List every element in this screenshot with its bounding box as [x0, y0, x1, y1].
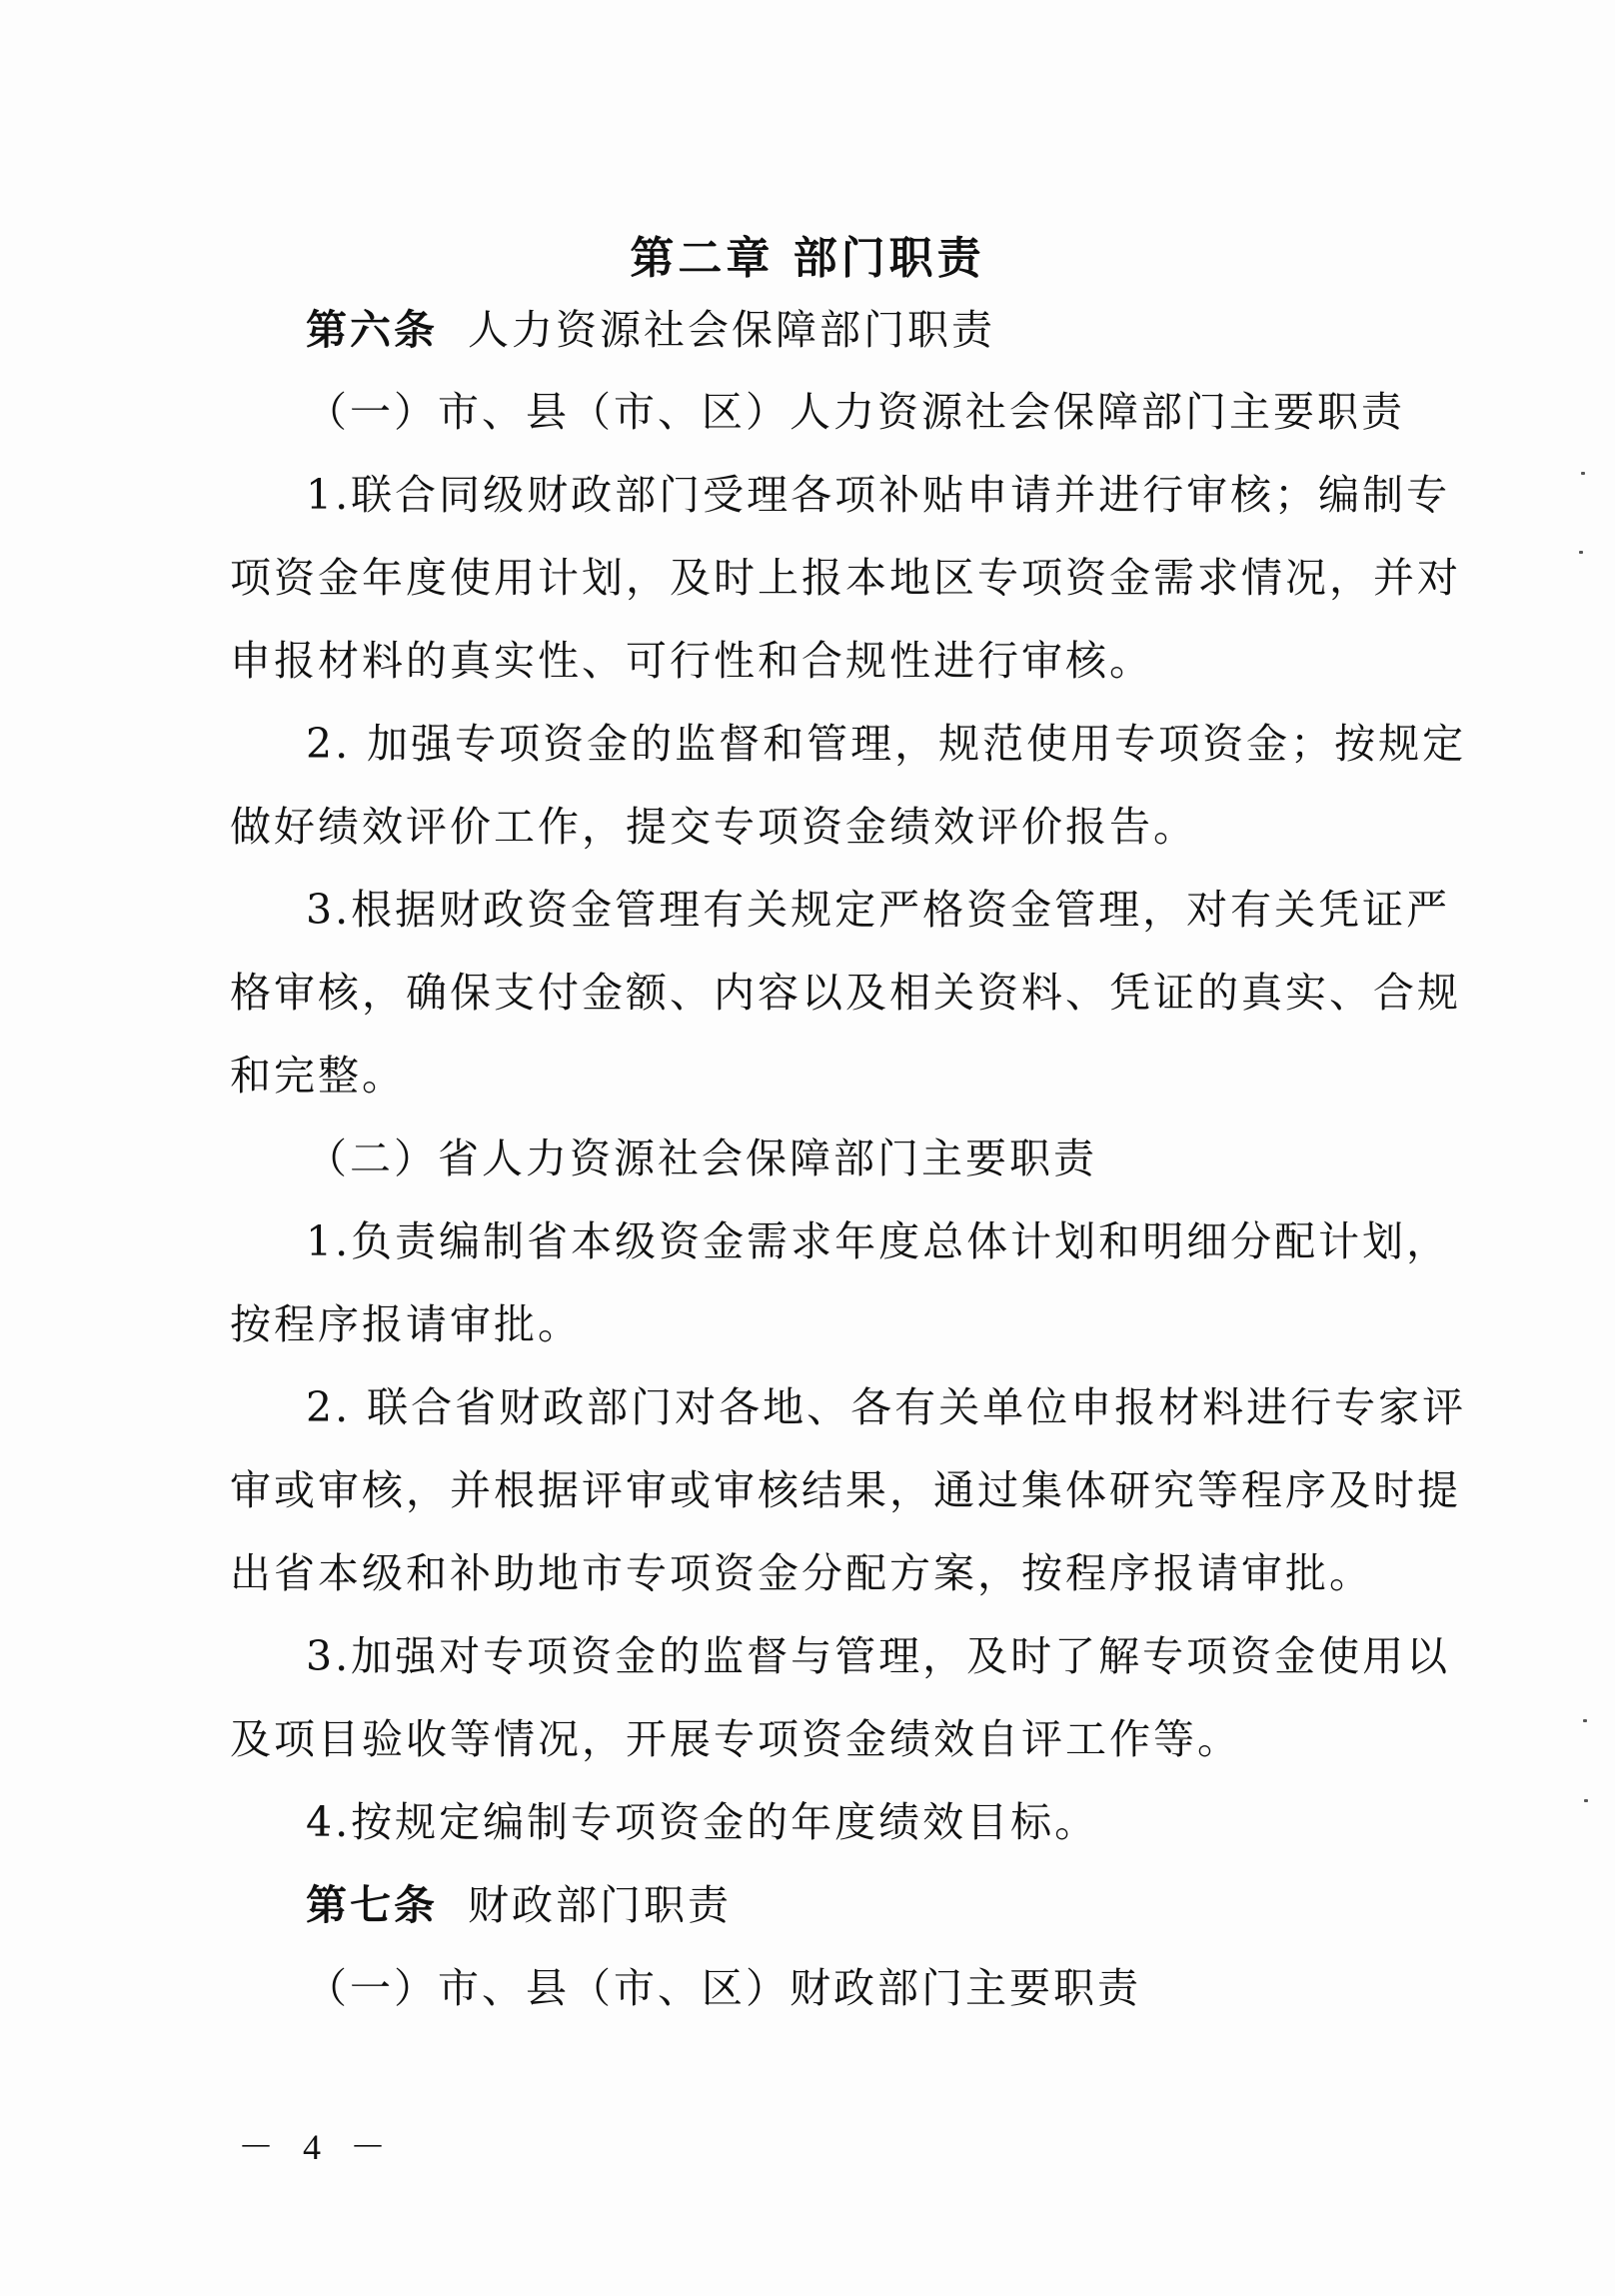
paragraph-line: 及项目验收等情况，开展专项资金绩效自评工作等。 — [230, 1715, 1241, 1763]
article-7-label: 第七条 — [306, 1881, 438, 1929]
scan-speck — [1581, 472, 1585, 475]
paragraph-line: 3.加强对专项资金的监督与管理，及时了解专项资金使用以 — [306, 1632, 1451, 1680]
article-6-section-2-heading: （二）省人力资源社会保障部门主要职责 — [306, 1135, 1097, 1182]
article-7-title: 财政部门职责 — [468, 1881, 732, 1929]
article-6-heading — [306, 300, 995, 360]
page-number: － 4 － — [238, 2127, 397, 2167]
article-7-heading — [306, 1875, 732, 1935]
paragraph-line: 项资金年度使用计划，及时上报本地区专项资金需求情况，并对 — [230, 554, 1461, 602]
article-6-title: 人力资源社会保障部门职责 — [468, 306, 995, 354]
scan-speck — [1584, 1799, 1588, 1802]
paragraph-line: 和完整。 — [230, 1052, 406, 1100]
scan-speck — [1579, 551, 1583, 554]
paragraph-line: 1.负责编制省本级资金需求年度总体计划和明细分配计划， — [306, 1217, 1451, 1265]
article-7-section-1-heading: （一）市、县（市、区）财政部门主要职责 — [306, 1964, 1141, 2012]
paragraph-line: 3.根据财政资金管理有关规定严格资金管理，对有关凭证严 — [306, 886, 1451, 934]
paragraph-line: 申报材料的真实性、可行性和合规性进行审核。 — [230, 637, 1153, 685]
paragraph-line: 审或审核，并根据评审或审核结果，通过集体研究等程序及时提 — [230, 1466, 1461, 1514]
chapter-title: 第二章 部门职责 — [630, 233, 985, 284]
paragraph-line: 格审核，确保支付金额、内容以及相关资料、凭证的真实、合规 — [230, 969, 1461, 1017]
article-6-section-1-heading: （一）市、县（市、区）人力资源社会保障部门主要职责 — [306, 388, 1405, 436]
paragraph-line: 做好绩效评价工作，提交专项资金绩效评价报告。 — [230, 803, 1197, 851]
article-6-label: 第六条 — [306, 306, 438, 354]
paragraph-line: 按程序报请审批。 — [230, 1300, 582, 1348]
paragraph-line: 2. 联合省财政部门对各地、各有关单位申报材料进行专家评 — [306, 1383, 1467, 1431]
paragraph-line: 2. 加强专项资金的监督和管理，规范使用专项资金；按规定 — [306, 720, 1467, 768]
paragraph-line: 1.联合同级财政部门受理各项补贴申请并进行审核；编制专 — [306, 471, 1451, 519]
paragraph-line: 4.按规定编制专项资金的年度绩效目标。 — [306, 1798, 1099, 1846]
paragraph-line: 出省本级和补助地市专项资金分配方案，按程序报请审批。 — [230, 1549, 1373, 1597]
scan-speck — [1583, 1719, 1587, 1722]
